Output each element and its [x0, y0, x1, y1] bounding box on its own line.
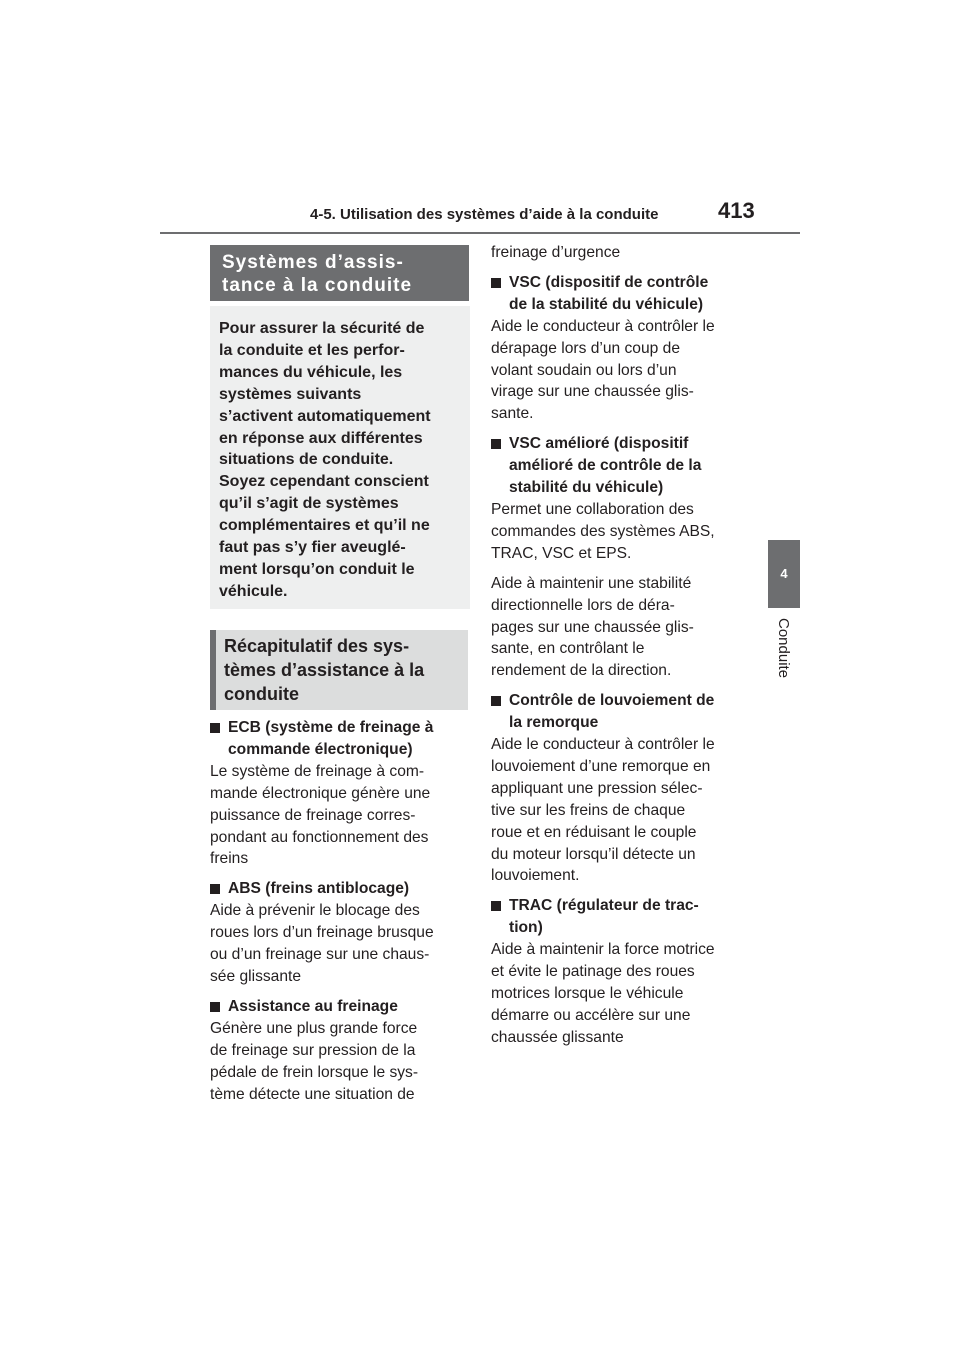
feature-description: [491, 316, 751, 426]
feature-title: [210, 878, 470, 900]
header-divider: [160, 232, 800, 234]
description-line: puissance de freinage corres-: [210, 806, 416, 824]
intro-line: Pour assurer la sécurité de: [219, 320, 425, 337]
intro-line: s’activent automatiquement: [219, 407, 431, 425]
description-line: freins: [210, 850, 249, 868]
topic-title-line: tance à la conduite: [222, 275, 413, 296]
intro-line: la conduite et les perfor-: [219, 341, 405, 359]
description-line: Le système de freinage à com-: [210, 762, 425, 780]
feature-description: [491, 573, 751, 683]
description-line: de freinage sur pression de la: [210, 1041, 416, 1059]
description-line: pondant au fonctionnement des: [210, 828, 429, 846]
description-line: démarre ou accélère sur une: [491, 1006, 691, 1024]
section-heading-line: Récapitulatif des sys-: [224, 636, 410, 656]
feature-title-line: ECB (système de freinage à: [228, 719, 434, 736]
feature-title-line: stabilité du véhicule): [509, 479, 664, 497]
page-number: 413: [718, 198, 755, 223]
description-line: directionnelle lors de déra-: [491, 596, 675, 614]
feature-item: [491, 272, 751, 425]
feature-title-line: tion): [509, 919, 543, 937]
description-line: mande électronique génère une: [210, 784, 431, 802]
feature-title-line: Contrôle de louvoiement de: [509, 692, 715, 710]
description-line: pédale de frein lorsque le sys-: [210, 1063, 419, 1081]
description-line: commandes des systèmes ABS,: [491, 522, 715, 540]
intro-line: mances du véhicule, les: [219, 363, 403, 381]
topic-title-line: Systèmes d’assis-: [222, 252, 404, 273]
square-bullet-icon: [491, 696, 501, 706]
feature-description: [491, 499, 751, 565]
left-column: [210, 717, 470, 1113]
intro-line: en réponse aux différentes: [219, 429, 423, 447]
intro-line: situations de conduite.: [219, 451, 394, 469]
topic-title-box: [210, 245, 469, 301]
feature-title: [210, 717, 470, 761]
description-line: Aide le conducteur à contrôler le: [491, 736, 715, 754]
description-line: louvoiement d’une remorque en: [491, 757, 711, 775]
intro-line: complémentaires et qu’il ne: [219, 517, 430, 535]
feature-item: [491, 433, 751, 682]
square-bullet-icon: [491, 278, 501, 288]
feature-title-line: TRAC (régulateur de trac-: [509, 897, 699, 915]
description-line: sée glissante: [210, 967, 302, 985]
description-line: rendement de la direction.: [491, 662, 672, 680]
feature-description: [491, 939, 751, 1049]
description-line: sante, en contrôlant le: [491, 640, 645, 658]
description-line: Aide à maintenir la force motrice: [491, 941, 715, 959]
continuation-text: [491, 242, 751, 264]
feature-title: [491, 690, 751, 734]
intro-line: qu’il s’agit de systèmes: [219, 495, 399, 513]
feature-description: [210, 761, 470, 871]
intro-line: véhicule.: [219, 582, 288, 600]
square-bullet-icon: [491, 901, 501, 911]
description-line: Permet une collaboration des: [491, 500, 694, 518]
intro-line: systèmes suivants: [219, 385, 362, 403]
square-bullet-icon: [210, 1002, 220, 1012]
feature-item: [210, 717, 470, 870]
feature-title: [491, 272, 751, 316]
description-line: Aide le conducteur à contrôler le: [491, 317, 715, 335]
square-bullet-icon: [491, 439, 501, 449]
feature-title-line: la remorque: [509, 714, 599, 732]
feature-title-line: VSC amélioré (dispositif: [509, 435, 689, 453]
feature-title-line: de la stabilité du véhicule): [509, 295, 704, 313]
description-line: roues lors d’un freinage brusque: [210, 924, 434, 942]
description-line: TRAC, VSC et EPS.: [491, 544, 632, 562]
feature-item: [491, 690, 751, 887]
feature-description: [210, 900, 470, 988]
description-line: Aide à maintenir une stabilité: [491, 574, 692, 592]
feature-title-line: amélioré de contrôle de la: [509, 457, 702, 475]
feature-item: [210, 996, 470, 1106]
description-line: dérapage lors d’un coup de: [491, 339, 680, 357]
square-bullet-icon: [210, 723, 220, 733]
section-heading: [210, 630, 468, 710]
intro-line: Soyez cependant conscient: [219, 473, 429, 491]
description-line: sante.: [491, 405, 534, 423]
intro-line: ment lorsqu’on conduit le: [219, 560, 415, 578]
feature-description: [491, 734, 751, 887]
description-line: Génère une plus grande force: [210, 1019, 418, 1037]
square-bullet-icon: [210, 884, 220, 894]
description-line: tive sur les freins de chaque: [491, 801, 686, 819]
description-line: roue et en réduisant le couple: [491, 823, 697, 841]
chapter-tab-label: Conduite: [775, 618, 792, 679]
continuation-line: freinage d’urgence: [491, 244, 621, 261]
description-line: et évite le patinage des roues: [491, 963, 695, 981]
intro-box: [210, 306, 470, 609]
chapter-tab[interactable]: 4: [768, 540, 800, 608]
description-line: chaussée glissante: [491, 1028, 624, 1046]
feature-title-line: ABS (freins antiblocage): [228, 880, 410, 898]
feature-description: [210, 1018, 470, 1106]
feature-title-line: commande électronique): [228, 740, 413, 758]
right-column: [491, 242, 751, 1057]
description-line: louvoiement.: [491, 867, 580, 885]
description-line: virage sur une chaussée glis-: [491, 383, 694, 401]
intro-line: faut pas s’y fier aveuglé-: [219, 539, 406, 557]
feature-item: [491, 895, 751, 1048]
header-section-title: 4-5. Utilisation des systèmes d’aide à la conduite: [310, 206, 659, 223]
description-line: ou d’un freinage sur une chaus-: [210, 946, 430, 964]
section-heading-line: conduite: [224, 684, 299, 704]
description-line: tème détecte une situation de: [210, 1085, 415, 1103]
description-line: volant soudain ou lors d’un: [491, 361, 677, 379]
feature-title: [491, 895, 751, 939]
description-line: pages sur une chaussée glis-: [491, 618, 694, 636]
feature-title: [210, 996, 470, 1018]
description-line: Aide à prévenir le blocage des: [210, 902, 420, 920]
feature-item: [210, 878, 470, 988]
description-line: du moteur lorsqu’il détecte un: [491, 845, 696, 863]
feature-title-line: Assistance au freinage: [228, 997, 398, 1015]
description-line: motrices lorsque le véhicule: [491, 985, 684, 1002]
feature-title-line: VSC (dispositif de contrôle: [509, 273, 709, 291]
feature-title: [491, 433, 751, 499]
section-heading-line: tèmes d’assistance à la: [224, 660, 425, 680]
description-line: appliquant une pression sélec-: [491, 779, 703, 797]
